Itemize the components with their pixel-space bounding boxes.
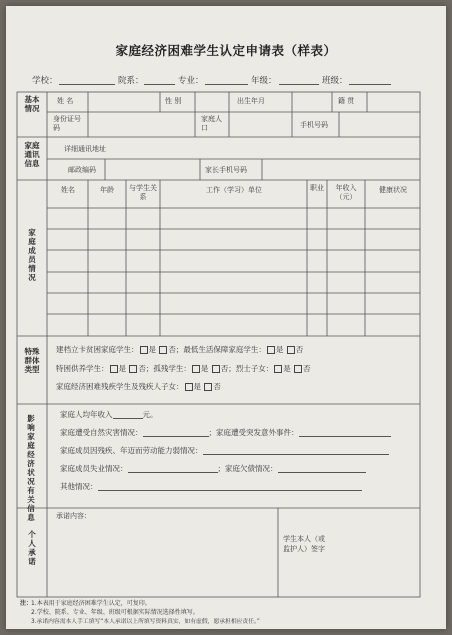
- class-label: 班级：: [322, 76, 348, 86]
- id-number-label: 身份证号 码: [53, 115, 81, 132]
- income-field[interactable]: [113, 410, 143, 419]
- factors-section-label: 影响家庭经济状况有关信息: [27, 414, 35, 522]
- special-section-label: 特殊群体类型: [24, 347, 40, 374]
- checkbox-yes[interactable]: [267, 346, 275, 354]
- checkbox-yes[interactable]: [192, 365, 200, 373]
- members-col-health: 健康状况: [379, 186, 407, 194]
- disaster-field[interactable]: [143, 428, 209, 437]
- gender-label: 性 别: [165, 97, 182, 105]
- members-col-income: 年收入（元）: [335, 184, 357, 201]
- checkbox-no[interactable]: [212, 365, 220, 373]
- postcode-label: 邮政编码: [68, 166, 96, 174]
- checkbox-no[interactable]: [204, 383, 212, 391]
- members-col-workplace: 工作（学习）单位: [206, 186, 262, 194]
- basic-section-label: 基本情况: [24, 95, 40, 113]
- disabled-field[interactable]: [203, 446, 389, 455]
- note-1: 1.本表用于家庭经济困难学生认定，可复印。: [31, 600, 151, 607]
- pledge-content-label: 承诺内容：: [56, 512, 91, 520]
- household-label: 家庭人口: [201, 115, 222, 132]
- department-label: 院系：: [118, 76, 144, 86]
- unemployed-line: 家庭成员失业情况： ；家庭欠债情况：: [60, 464, 366, 473]
- members-col-occupation: 职业: [310, 184, 324, 192]
- birth-label: 出生年月: [237, 97, 265, 105]
- pledge-section-label: 个人承诺: [28, 530, 36, 566]
- members-col-age: 年龄: [100, 186, 114, 194]
- special-line-1: 建档立卡贫困家庭学生： 是 否；最低生活保障家庭学生： 是 否: [56, 345, 304, 354]
- signature-label: 学生本人（或监护人）签字: [283, 535, 325, 553]
- parent-mobile-label: 家长手机号码: [205, 166, 247, 174]
- school-label: 学校：: [32, 76, 58, 86]
- disaster-line: 家庭遭受自然灾害情况： ；家庭遭受突发意外事件：: [60, 428, 391, 437]
- form-title: 家庭经济困难学生认定申请表（样表）: [115, 43, 337, 58]
- other-line: 其他情况：: [60, 482, 362, 491]
- origin-label: 籍 贯: [338, 97, 355, 105]
- special-line-3: 家庭经济困难残疾学生及残疾人子女： 是 否: [56, 382, 221, 391]
- members-col-relation: 与学生关系: [129, 184, 157, 201]
- note-3: 3.承诺内容需本人手工填写“本人承诺以上所填写资料真实，如有虚假，愿承担相应责任。”: [31, 619, 260, 625]
- unemployed-field[interactable]: [128, 464, 218, 473]
- note-2: 2.学校、院系、专业、年级、班级可根据实际情况选择性填写。: [31, 609, 199, 616]
- notes-label: 注：: [20, 600, 33, 607]
- members-col-name: 姓名: [61, 186, 75, 194]
- checkbox-yes[interactable]: [140, 346, 148, 354]
- name-label: 姓 名: [57, 97, 74, 105]
- checkbox-yes[interactable]: [274, 365, 282, 373]
- grade-label: 年级：: [251, 76, 277, 86]
- checkbox-no[interactable]: [287, 346, 295, 354]
- disabled-line: 家庭成员因残疾、年迈而劳动能力弱情况：: [60, 446, 389, 455]
- contact-section-label: 家庭通讯信息: [24, 141, 40, 168]
- special-line-2: 特困供养学生： 是 否；孤残学生： 是 否；烈士子女： 是 否: [56, 364, 311, 373]
- members-section-label: 家庭成员情况: [28, 228, 36, 282]
- address-label: 详细通讯地址: [64, 145, 106, 153]
- checkbox-yes[interactable]: [110, 365, 118, 373]
- debt-field[interactable]: [278, 464, 366, 473]
- mobile-label: 手机号码: [300, 121, 328, 129]
- accident-field[interactable]: [299, 428, 391, 437]
- checkbox-no[interactable]: [159, 346, 167, 354]
- checkbox-no[interactable]: [129, 365, 137, 373]
- other-field[interactable]: [98, 482, 362, 491]
- checkbox-yes[interactable]: [185, 383, 193, 391]
- income-line: 家庭人均年收入 元。: [60, 410, 158, 419]
- checkbox-no[interactable]: [294, 365, 302, 373]
- major-label: 专业：: [178, 76, 204, 86]
